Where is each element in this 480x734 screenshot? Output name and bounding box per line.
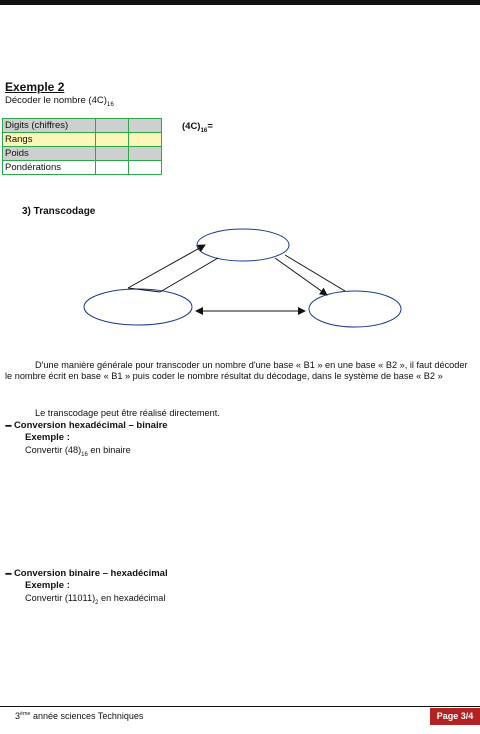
section-title-transcodage: 3) Transcodage bbox=[22, 206, 96, 217]
bullet-icon: ▪▪▪▪ bbox=[5, 423, 11, 430]
table-cell[interactable] bbox=[96, 133, 129, 147]
node-right bbox=[309, 291, 401, 327]
conversion-hex-bin-title: ▪▪▪▪ Conversion hexadécimal – binaire bbox=[5, 420, 168, 431]
row-label-rangs: Rangs bbox=[3, 133, 96, 147]
example-line: Convertir $(48)_{16}$ en binaire bbox=[25, 445, 131, 458]
bullet-icon: ▪▪▪▪ bbox=[5, 571, 11, 578]
node-top bbox=[197, 229, 289, 261]
example-label: Exemple : bbox=[25, 580, 70, 591]
example-label: Exemple : bbox=[25, 432, 70, 443]
top-border bbox=[0, 0, 480, 5]
table-cell[interactable] bbox=[96, 119, 129, 133]
row-label-digits: Digits (chiffres) bbox=[3, 119, 96, 133]
footer-level: 3ème année sciences Techniques bbox=[15, 711, 144, 721]
page-number-badge: Page 3/4 bbox=[430, 708, 480, 725]
transcodage-direct-note: Le transcodage peut être réalisé directement. bbox=[35, 408, 220, 418]
equation: $(4C)_{16}=$ bbox=[182, 121, 213, 134]
transcodage-diagram bbox=[0, 225, 480, 335]
table-cell[interactable] bbox=[129, 161, 162, 175]
example-line: Convertir $(11011)_2$ en hexadécimal bbox=[25, 593, 166, 606]
table-row bbox=[3, 161, 162, 175]
table-cell[interactable] bbox=[96, 147, 129, 161]
table-cell[interactable] bbox=[129, 147, 162, 161]
table-row bbox=[3, 147, 162, 161]
node-left bbox=[84, 289, 192, 325]
table-cell[interactable] bbox=[96, 161, 129, 175]
table-cell[interactable] bbox=[129, 133, 162, 147]
table-cell[interactable] bbox=[129, 119, 162, 133]
digits-table bbox=[2, 118, 162, 175]
table-row bbox=[3, 119, 162, 133]
example-subtitle: Décoder le nombre $(4C)_{16}$ bbox=[5, 95, 114, 108]
table-row bbox=[3, 133, 162, 147]
example-title: Exemple 2 bbox=[5, 80, 65, 94]
conversion-bin-hex-title: ▪▪▪▪ Conversion binaire – hexadécimal bbox=[5, 568, 168, 579]
footer-divider bbox=[0, 706, 480, 707]
transcodage-paragraph: D'une manière générale pour transcoder un nombre d'une base « B1 » en une base « B2 », il faut décoder le nombre écrit en base « B1 » puis coder le nombre résultat du décodage, dans le système de base « B2 » bbox=[5, 360, 468, 381]
row-label-ponderations: Pondérations bbox=[3, 161, 96, 175]
arrow-top-to-right bbox=[275, 255, 345, 295]
row-label-poids: Poids bbox=[3, 147, 96, 161]
